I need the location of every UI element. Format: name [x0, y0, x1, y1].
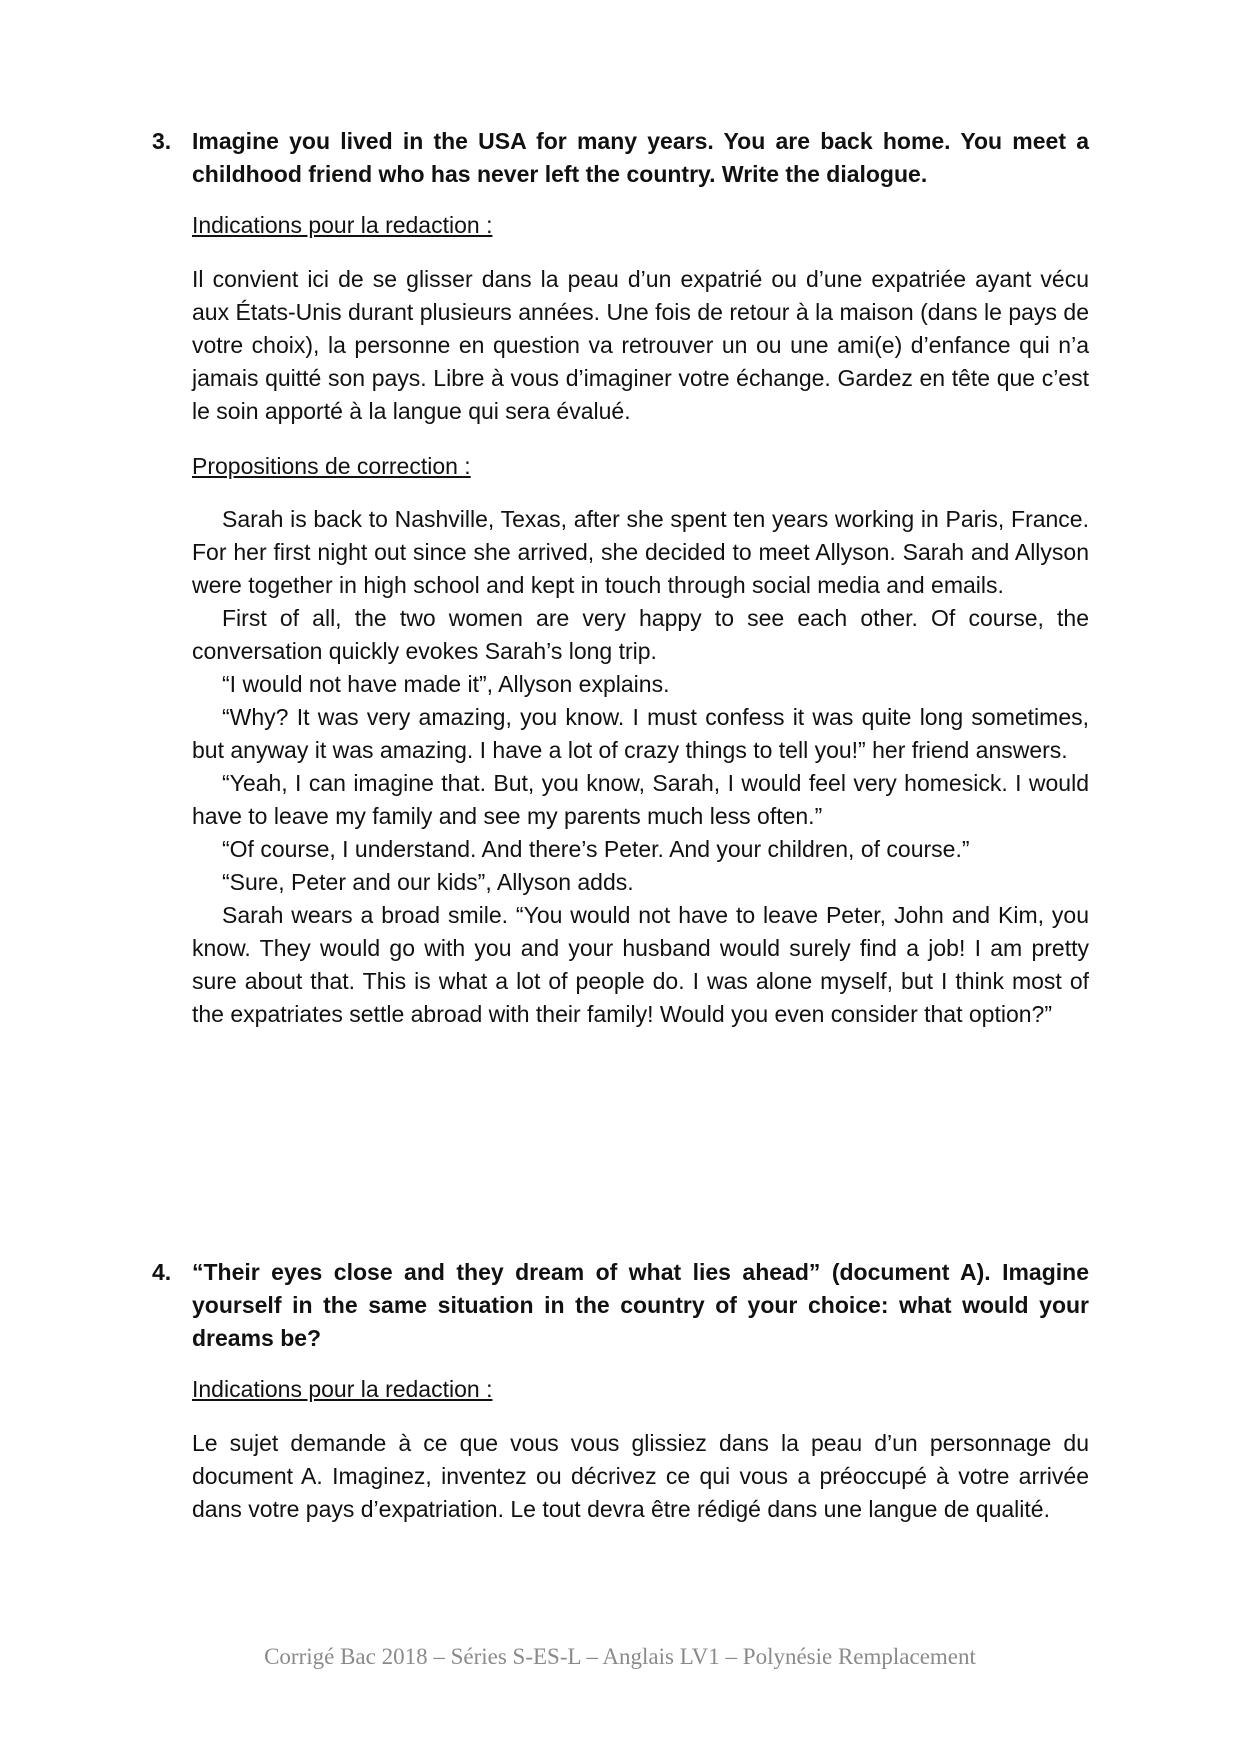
question-3: [152, 125, 1089, 191]
question-4-indications-text: Le sujet demande à ce que vous vous glissiez dans la peau d’un personnage du document A. Imaginez, inventez ou décrivez ce qui vous a préoccupé à votre arrivée dans votre pays d’expatriation. Le tout devra être rédigé dans une langue de qualité.: [192, 1430, 1089, 1522]
story-paragraph: Sarah wears a broad smile. “You would not have to leave Peter, John and Kim, you know. They would go with you and your husband would surely find a job! I am pretty sure about that. This is what a lot of people do. I was alone myself, but I think most of the expatriates settle abroad with their family! Would you even consider that option?”: [192, 902, 1089, 1027]
story-paragraph: First of all, the two women are very happy to see each other. Of course, the conversation quickly evokes Sarah’s long trip.: [192, 605, 1089, 664]
story-paragraph: “Yeah, I can imagine that. But, you know, Sarah, I would feel very homesick. I would have to leave my family and see my parents much less often.”: [192, 770, 1089, 829]
story-paragraph: “Of course, I understand. And there’s Peter. And your children, of course.”: [222, 836, 970, 862]
question-3-story: [192, 503, 1089, 1031]
question-4-text: “Their eyes close and they dream of what lies ahead” (document A). Imagine yourself in the same situation in the country of your choice: what would your dreams be?: [192, 1259, 1089, 1351]
question-4-number: 4.: [152, 1259, 172, 1285]
story-paragraph: Sarah is back to Nashville, Texas, after she spent ten years working in Paris, France. For her first night out since she arrived, she decided to meet Allyson. Sarah and Allyson were together in high school and kept in touch through social media and emails.: [192, 506, 1089, 598]
question-4: [152, 1256, 1089, 1355]
story-paragraph: “Sure, Peter and our kids”, Allyson adds.: [222, 869, 634, 895]
story-paragraph: “Why? It was very amazing, you know. I must confess it was quite long sometimes, but anyway it was amazing. I have a lot of crazy things to tell you!” her friend answers.: [192, 704, 1089, 763]
question-3-indications-heading: Indications pour la redaction :: [192, 212, 493, 238]
question-3-text: Imagine you lived in the USA for many years. You are back home. You meet a childhood friend who has never left the country. Write the dialogue.: [192, 128, 1089, 187]
question-3-indications-text: Il convient ici de se glisser dans la peau d’un expatrié ou d’une expatriée ayant vécu aux États-Unis durant plusieurs années. Une fois de retour à la maison (dans le pays de votre choix), la personne en question va retrouver un ou une ami(e) d’enfance qui n’a jamais quitté son pays. Libre à vous d’imaginer votre échange. Gardez en tête que c’est le soin apporté à la langue qui sera évalué.: [192, 266, 1089, 424]
question-4-indications-heading: Indications pour la redaction :: [192, 1376, 493, 1402]
story-paragraph: “I would not have made it”, Allyson explains.: [222, 671, 670, 697]
question-3-propositions-heading: Propositions de correction :: [192, 453, 471, 479]
page-footer: Corrigé Bac 2018 – Séries S-ES-L – Anglais LV1 – Polynésie Remplacement: [264, 1644, 976, 1669]
question-3-number: 3.: [152, 128, 172, 154]
